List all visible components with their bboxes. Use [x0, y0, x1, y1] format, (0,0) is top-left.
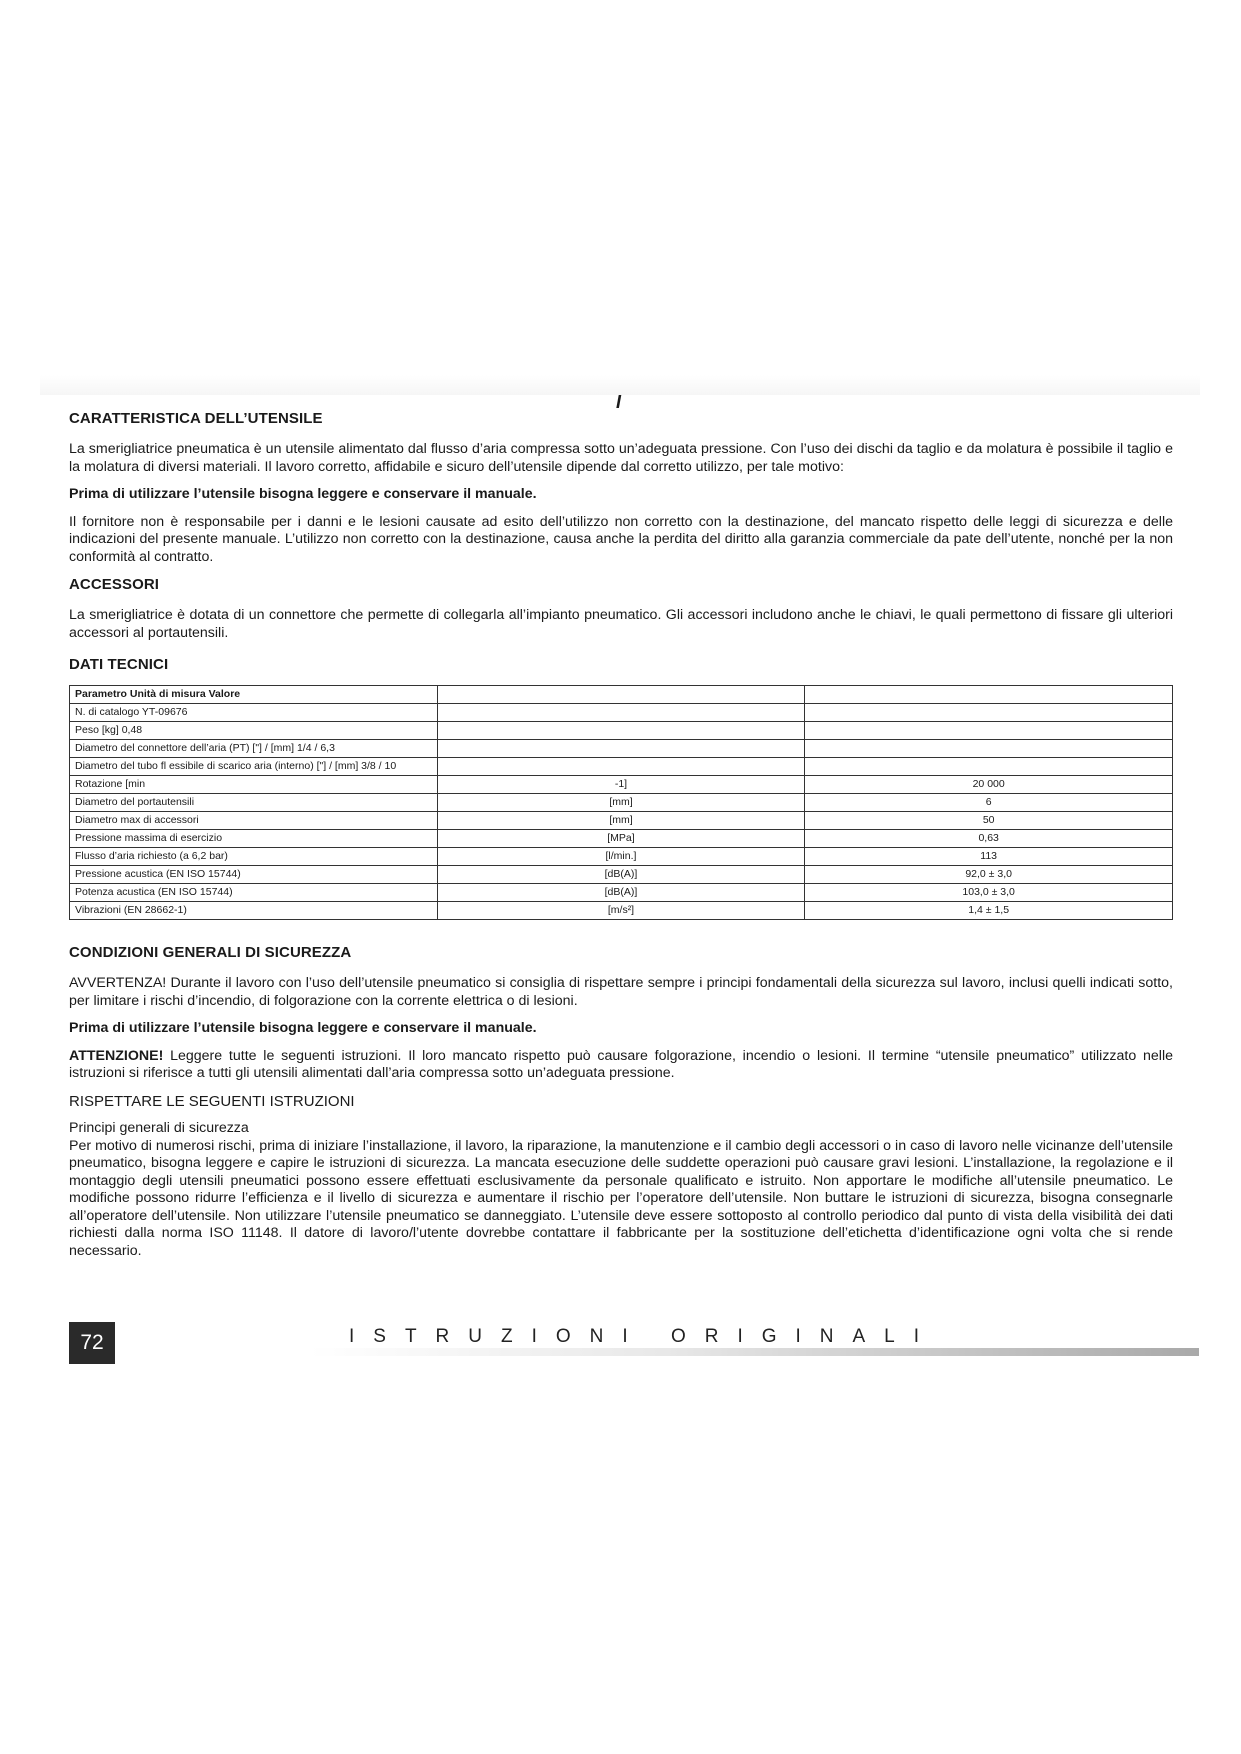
table-cell-c1: N. di catalogo YT-09676	[70, 704, 438, 722]
section-title-condizioni: CONDIZIONI GENERALI DI SICUREZZA	[69, 944, 352, 961]
table-cell-c2	[437, 722, 805, 740]
table-row	[70, 902, 1173, 920]
page-number: 72	[69, 1322, 115, 1364]
table-row	[70, 884, 1173, 902]
principi-text: Per motivo di numerosi rischi, prima di iniziare l’installazione, il lavoro, la riparazione, la manutenzione e il cambio degli accessori o in caso di lavoro nelle vicinanze dell’utensile pneumatico, bisogna leggere e capire le istruzioni di sicurezza. La mancata esecuzione delle suddette operazioni può causare gravi lesioni. L’installazione, la regolazione e il montaggio degli utensili pneumatici possono essere effettuati esclusivamente da personale qualificato e istruito. Non apportare le modifiche all’utensile pneumatico. Le modifiche possono ridurre l’efficienza e il livello di sicurezza e aumentare il rischio per l’operatore dell’utensile. Non buttare le istruzioni di sicurezza, bisogna consegnarle all’operatore dell’utensile. Non utilizzare l’utensile pneumatico se danneggiato. L’utensile deve essere sottoposto al controllo periodico dal punto di vista della visibilità dei dati richiesti dalla norma ISO 11148. Il datore di lavoro/l’utente dovrebbe contattare il fabbricante per la sostituzione dell’etichetta d’identificazione ogni volta che si rende necessario.	[69, 1137, 1173, 1259]
language-marker: I	[616, 392, 622, 412]
table-cell-c1: Pressione massima di esercizio	[70, 830, 438, 848]
table-cell-c2	[437, 704, 805, 722]
table-cell-c1: Diametro max di accessori	[70, 812, 438, 830]
table-cell-c1: Flusso d’aria richiesto (a 6,2 bar)	[70, 848, 438, 866]
table-cell-c1: Rotazione [min	[70, 776, 438, 794]
rispettare-heading: RISPETTARE LE SEGUENTI ISTRUZIONI	[69, 1092, 355, 1110]
caratteristica-bold-notice: Prima di utilizzare l’utensile bisogna leggere e conservare il manuale.	[69, 486, 537, 502]
table-cell-c2	[437, 758, 805, 776]
page-footer	[69, 1322, 1199, 1364]
table-cell-c2: -1]	[437, 776, 805, 794]
table-cell-c1: Diametro del portautensili	[70, 794, 438, 812]
table-cell-c2: [dB(A)]	[437, 884, 805, 902]
accessori-paragraph: La smerigliatrice è dotata di un connettore che permette di collegarla all’impianto pneumatico. Gli accessori includono anche le chiavi, le quali permettono di fissare gli ulteriori accessori al portautensili.	[69, 607, 1173, 641]
table-cell-c3: 6	[805, 794, 1173, 812]
table-row	[70, 686, 1173, 704]
table-cell-c3	[805, 704, 1173, 722]
table-row	[70, 830, 1173, 848]
table-cell-c3	[805, 758, 1173, 776]
table-cell-c1: Diametro del connettore dell’aria (PT) ["] / [mm] 1/4 / 6,3	[70, 740, 438, 758]
table-cell-c3: 113	[805, 848, 1173, 866]
principi-title: Principi generali di sicurezza	[69, 1120, 249, 1136]
condizioni-bold-notice: Prima di utilizzare l’utensile bisogna leggere e conservare il manuale.	[69, 1020, 537, 1036]
table-cell-c1: Vibrazioni (EN 28662-1)	[70, 902, 438, 920]
table-cell-c3: 50	[805, 812, 1173, 830]
table-cell-c3: 103,0 ± 3,0	[805, 884, 1173, 902]
table-row	[70, 722, 1173, 740]
table-row	[70, 776, 1173, 794]
footer-gradient-bar	[309, 1348, 1199, 1356]
table-row	[70, 758, 1173, 776]
attenzione-text: Leggere tutte le seguenti istruzioni. Il loro mancato rispetto può causare folgorazione, incendio o lesioni. Il termine “utensile pneumatico” utilizzato nelle istruzioni si riferisce a tutti gli utensili alimentati dall’aria compressa sotto un’adeguata pressione.	[69, 1047, 1173, 1081]
table-cell-c3	[805, 722, 1173, 740]
table-cell-c3: 92,0 ± 3,0	[805, 866, 1173, 884]
section-title-accessori: ACCESSORI	[69, 576, 160, 593]
table-cell-c2: [mm]	[437, 794, 805, 812]
table-row	[70, 812, 1173, 830]
section-title-dati-tecnici: DATI TECNICI	[69, 656, 169, 673]
table-row	[70, 740, 1173, 758]
footer-title: ISTRUZIONI ORIGINALI	[349, 1326, 939, 1347]
table-cell-c3: 0,63	[805, 830, 1173, 848]
table-cell-c2: [mm]	[437, 812, 805, 830]
table-row	[70, 848, 1173, 866]
table-cell-c2: [dB(A)]	[437, 866, 805, 884]
table-cell-c2: [m/s²]	[437, 902, 805, 920]
table-cell-c2: [MPa]	[437, 830, 805, 848]
table-cell-c3	[805, 686, 1173, 704]
caratteristica-paragraph-2: Il fornitore non è responsabile per i danni e le lesioni causate ad esito dell’utilizzo non corretto con la destinazione, del mancato rispetto delle leggi di sicurezza e delle indicazioni del presente manuale. L’utilizzo non corretto con la destinazione, causa anche la perdita del diritto alla garanzia commerciale da pate dell’utente, nonché per la non conformità al contratto.	[69, 513, 1173, 565]
section-title-caratteristica: CARATTERISTICA DELL’UTENSILE	[69, 410, 323, 427]
table-cell-c3: 20 000	[805, 776, 1173, 794]
table-cell-c1: Pressione acustica (EN ISO 15744)	[70, 866, 438, 884]
table-cell-c1: Potenza acustica (EN ISO 15744)	[70, 884, 438, 902]
condizioni-attenzione	[69, 1048, 1173, 1083]
table-cell-c2	[437, 686, 805, 704]
table-cell-c3	[805, 740, 1173, 758]
table-cell-c2	[437, 740, 805, 758]
table-cell-c1: Peso [kg] 0,48	[70, 722, 438, 740]
caratteristica-paragraph-1: La smerigliatrice pneumatica è un utensile alimentato dal flusso d’aria compressa sotto un’adeguata pressione. Con l’uso dei dischi da taglio e da molatura è possibile il taglio e la molatura di diversi materiali. Il lavoro corretto, affidabile e sicuro dell’utensile dipende dal corretto utilizzo, per tale motivo:	[69, 441, 1173, 475]
page-content	[69, 410, 1173, 1260]
table-cell-c1: Diametro del tubo fl essibile di scarico aria (interno) ["] / [mm] 3/8 / 10	[70, 758, 438, 776]
table-cell-c1: Parametro Unità di misura Valore	[70, 686, 438, 704]
table-cell-c2: [l/min.]	[437, 848, 805, 866]
table-row	[70, 704, 1173, 722]
technical-data-table	[69, 685, 1173, 920]
attenzione-label: ATTENZIONE!	[69, 1047, 164, 1064]
table-row	[70, 866, 1173, 884]
condizioni-avvertenza: AVVERTENZA! Durante il lavoro con l’uso dell’utensile pneumatico si consiglia di rispettare sempre i principi fondamentali della sicurezza sul lavoro, inclusi quelli indicati sotto, per limitare i rischi d’incendio, di folgorazione con la corrente elettrica o di lesioni.	[69, 975, 1173, 1009]
table-cell-c3: 1,4 ± 1,5	[805, 902, 1173, 920]
table-row	[70, 794, 1173, 812]
